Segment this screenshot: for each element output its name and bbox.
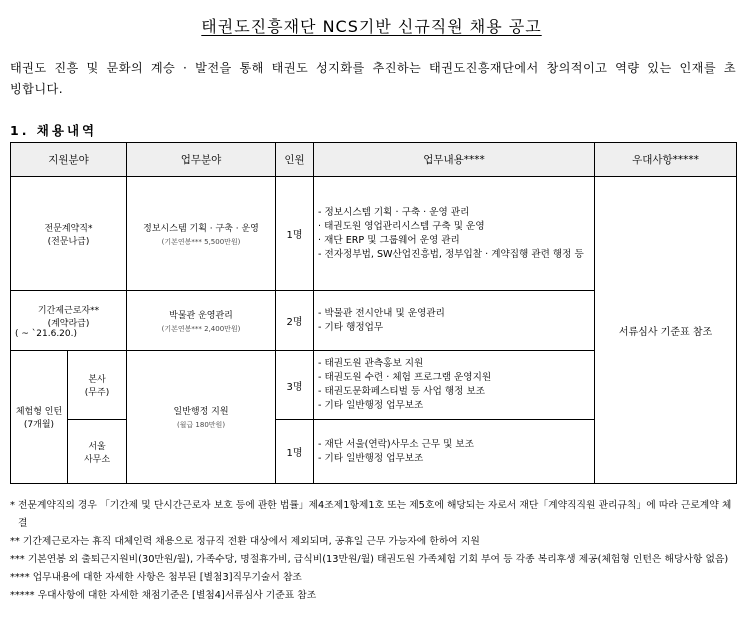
footnote-mark: *****: [10, 590, 38, 601]
location-sub: 사무소: [83, 454, 111, 465]
field-grade: (7개월): [23, 420, 55, 430]
location-cell: [68, 351, 127, 420]
preference-cell: 서류심사 기준표 참조: [595, 177, 737, 484]
duties-cell: [314, 420, 595, 484]
list-item: · 태권도원 영업관리시스템 구축 및 운영: [318, 220, 485, 232]
duties-list: [318, 206, 590, 262]
header-preference: 우대사항*****: [595, 143, 737, 177]
field-cell: [11, 291, 127, 351]
header-count: 인원: [276, 143, 314, 177]
location-name: 본사: [88, 375, 106, 385]
location-name: 서울: [88, 441, 106, 452]
field-cell: [11, 351, 68, 484]
footnote-mark: **: [10, 536, 23, 547]
list-item: - 태권도원 수련 · 체험 프로그램 운영지원: [318, 372, 492, 383]
count-cell: 3명: [276, 351, 314, 420]
field-grade: (계약라급): [47, 318, 90, 329]
footnote-mark: ****: [10, 572, 33, 583]
count-cell: 1명: [276, 177, 314, 291]
list-item: - 태권도문화페스티벌 등 사업 행정 보조: [318, 386, 486, 397]
footnote: [10, 497, 738, 533]
field-grade: (전문나급): [47, 236, 90, 247]
list-item: - 전자정부법, SW산업진흥법, 정부입찰 · 계약집행 관련 행정 등: [318, 248, 584, 260]
header-duties: 업무내용****: [314, 143, 595, 177]
list-item: - 재단 서울(연락)사무소 근무 및 보조: [318, 438, 474, 450]
salary-note: (월급 180만원): [176, 421, 226, 429]
location-cell: [68, 420, 127, 484]
duties-cell: [314, 177, 595, 291]
duties-cell: [314, 291, 595, 351]
task-cell: [127, 351, 276, 484]
table-header-row: [11, 143, 737, 177]
footnote: [10, 569, 738, 587]
recruitment-table: [10, 142, 737, 484]
list-item: - 기타 행정업무: [318, 321, 384, 333]
intro-paragraph: 태권도 진흥 및 문화의 계승 · 발전을 통해 태권도 성지화를 추진하는 태권도진흥재단에서 창의적이고 역량 있는 인재를 초빙합니다.: [10, 61, 736, 96]
list-item: - 태권도원 관측홍보 지원: [318, 358, 424, 369]
list-item: - 박물관 전시안내 및 운영관리: [318, 307, 445, 319]
footnote: [10, 533, 738, 551]
duties-list: [318, 357, 590, 413]
header-field: 지원분야: [11, 143, 127, 177]
count-cell: 1명: [276, 420, 314, 484]
duties-list: [318, 438, 590, 466]
page-title: 태권도진흥재단 NCS기반 신규직원 채용 공고: [201, 17, 542, 36]
footnote-mark: *: [10, 500, 19, 511]
task-cell: [127, 177, 276, 291]
location-sub: (무주): [84, 388, 110, 398]
footnote-text: 기본연봉 외 출퇴근지원비(30만원/월), 가족수당, 명절휴가비, 급식비(13만원/월) 태권도원 가족체험 기회 부여 등 각종 복리후생 제공(체험형 인턴은 해당사항 없음): [27, 554, 729, 565]
section-heading: 1. 채용내역: [10, 123, 98, 138]
task-name: 박물관 운영관리: [169, 310, 233, 321]
duties-list: [318, 307, 590, 335]
list-item: - 정보시스템 기획 · 구축 · 운영 관리: [318, 206, 470, 218]
field-name: 전문계약직*: [44, 223, 93, 234]
footnote-text: 우대사항에 대한 자세한 채점기준은 [별첨4]서류심사 기준표 참조: [37, 590, 317, 601]
field-period: ( ~ `21.6.20.): [15, 328, 77, 339]
header-task: 업무분야: [127, 143, 276, 177]
list-item: - 기타 일반행정 업무보조: [318, 400, 424, 411]
footnote: [10, 551, 738, 569]
task-cell: [127, 291, 276, 351]
salary-note: (기본연봉*** 2,400만원): [161, 324, 241, 333]
footnote-mark: ***: [10, 554, 28, 565]
footnote-text: 기간제근로자는 휴직 대체인력 채용으로 정규직 전환 대상에서 제외되며, 공휴일 근무 가능자에 한하여 지원: [22, 536, 480, 547]
count-cell: 2명: [276, 291, 314, 351]
table-row: [11, 177, 737, 291]
field-name: 기간제근로자**: [37, 305, 100, 316]
field-name: 체험형 인턴: [15, 407, 63, 417]
list-item: - 기타 일반행정 업무보조: [318, 452, 424, 464]
task-name: 정보시스템 기획 · 구축 · 운영: [143, 223, 259, 234]
footnote-text: 업무내용에 대한 자세한 사항은 첨부된 [별첨3]직무기술서 참조: [32, 572, 302, 583]
footnote-text: 전문계약직의 경우 「기간제 및 단시간근로자 보호 등에 관한 법률」제4조제1항제1호 또는 제5호에 해당되는 자로서 재단「계약직직원 관리규칙」에 따라 근로계약 체결: [18, 500, 732, 529]
list-item: · 재단 ERP 및 그룹웨어 운영 관리: [318, 234, 460, 246]
footnote: [10, 587, 738, 605]
field-cell: [11, 177, 127, 291]
duties-cell: [314, 351, 595, 420]
salary-note: (기본연봉*** 5,500만원): [161, 237, 241, 246]
footnotes: [10, 497, 738, 605]
task-name: 일반행정 지원: [173, 407, 229, 417]
